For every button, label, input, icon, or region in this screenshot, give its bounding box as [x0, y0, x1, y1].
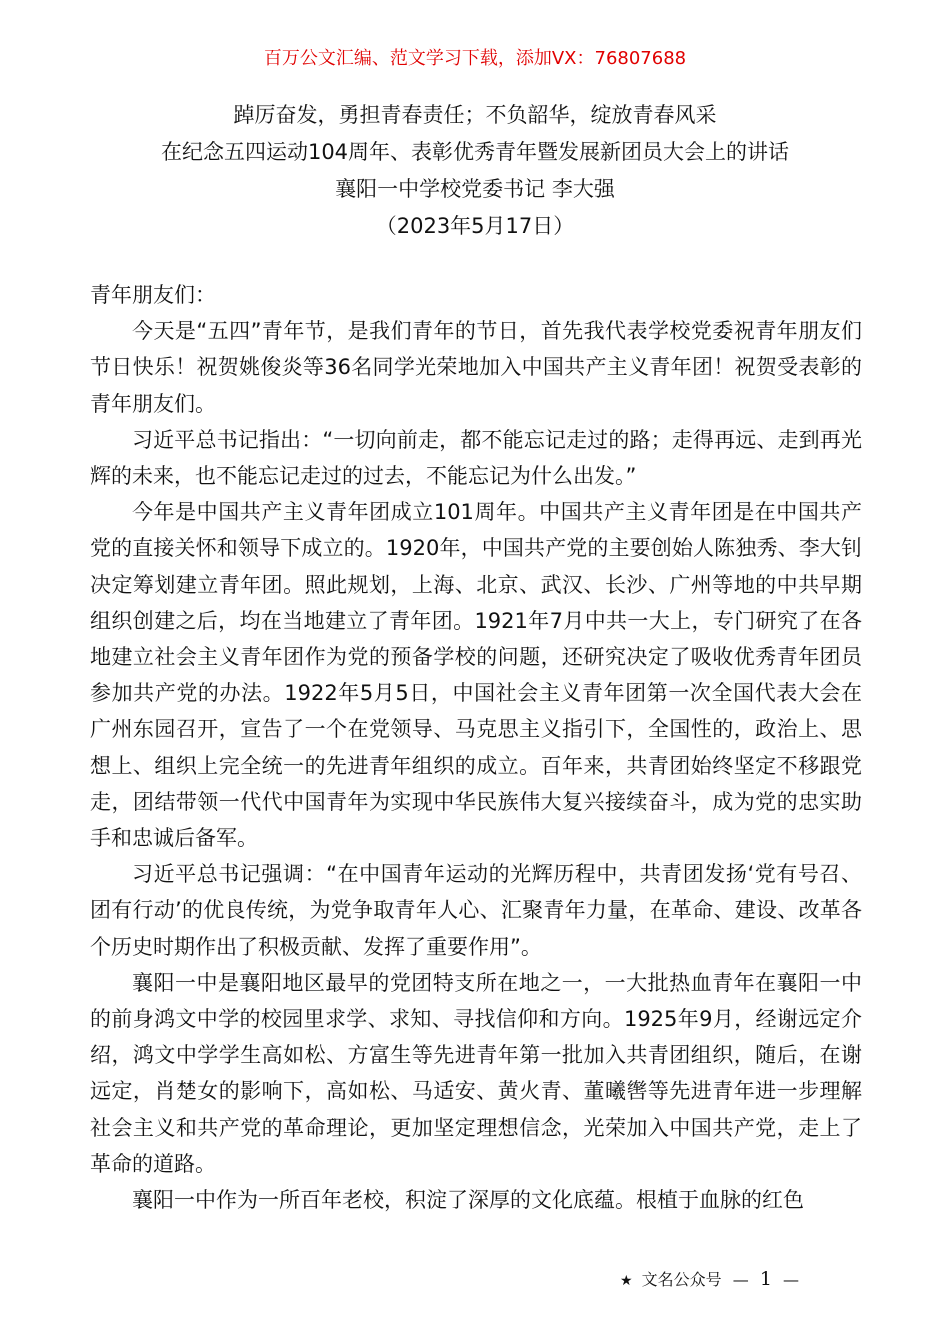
speech-body	[90, 277, 862, 1218]
subtitle: 在纪念五四运动104周年、表彰优秀青年暨发展新团员大会上的讲话	[160, 140, 790, 164]
footer-dash-right: —	[783, 1270, 800, 1289]
salutation: 青年朋友们：	[90, 283, 216, 307]
download-banner: 百万公文汇编、范文学习下载，添加VX：76807688	[263, 48, 687, 69]
paragraph: 今天是“五四”青年节，是我们青年的节日，首先我代表学校党委祝青年朋友们节日快乐！祝贺姚俊炎等36名同学光荣地加入中国共产主义青年团！祝贺受表彰的青年朋友们。	[90, 319, 862, 416]
author-line: 襄阳一中学校党委书记 李大强	[335, 177, 615, 201]
page-number: 1	[759, 1268, 772, 1290]
speech-date: （2023年5月17日）	[375, 214, 575, 238]
footer-label: 文名公众号	[641, 1270, 722, 1289]
main-title: 踔厉奋发，勇担青春责任；不负韶华，绽放青春风采	[233, 103, 717, 127]
paragraph: 习近平总书记指出：“一切向前走，都不能忘记走过的路；走得再远、走到再光辉的未来，也不能忘记走过的过去，不能忘记为什么出发。”	[90, 427, 862, 489]
paragraph: 襄阳一中是襄阳地区最早的党团特支所在地之一，一大批热血青年在襄阳一中的前身鸿文中学的校园里求学、求知、寻找信仰和方向。1925年9月，经谢远定介绍，鸿文中学学生高如松、方富生等先进青年第一批加入共青团组织，随后，在谢远定，肖楚女的影响下，高如松、马适安、黄火青、董曦辔等先进青年进一步理解社会主义和共产党的革命理论，更加坚定理想信念，光荣加入中国共产党，走上了革命的道路。	[90, 970, 862, 1176]
footer-dash-left: —	[732, 1270, 749, 1289]
paragraph: 习近平总书记强调：“在中国青年运动的光辉历程中，共青团发扬‘党有号召、团有行动’的优良传统，为党争取青年人心、汇聚青年力量，在革命、建设、改革各个历史时期作出了积极贡献、发挥了重要作用”。	[90, 862, 862, 959]
paragraph: 今年是中国共产主义青年团成立101周年。中国共产主义青年团是在中国共产党的直接关怀和领导下成立的。1920年，中国共产党的主要创始人陈独秀、李大钊决定筹划建立青年团。照此规划，上海、北京、武汉、长沙、广州等地的中共早期组织创建之后，均在当地建立了青年团。1921年7月中共一大上，专门研究了在各地建立社会主义青年团作为党的预备学校的问题，还研究决定了吸收优秀青年团员参加共产党的办法。1922年5月5日，中国社会主义青年团第一次全国代表大会在广州东园召开，宣告了一个在党领导、马克思主义指引下，全国性的，政治上、思想上、组织上完全统一的先进青年组织的成立。百年来，共青团始终坚定不移跟党走，团结带领一代代中国青年为实现中华民族伟大复兴接续奋斗，成为党的忠实助手和忠诚后备军。	[90, 500, 862, 851]
page-footer	[620, 1268, 805, 1292]
paragraph: 襄阳一中作为一所百年老校，积淀了深厚的文化底蕴。根植于血脉的红色	[132, 1188, 804, 1213]
star-icon: ★	[620, 1273, 633, 1289]
title-block	[0, 97, 950, 245]
